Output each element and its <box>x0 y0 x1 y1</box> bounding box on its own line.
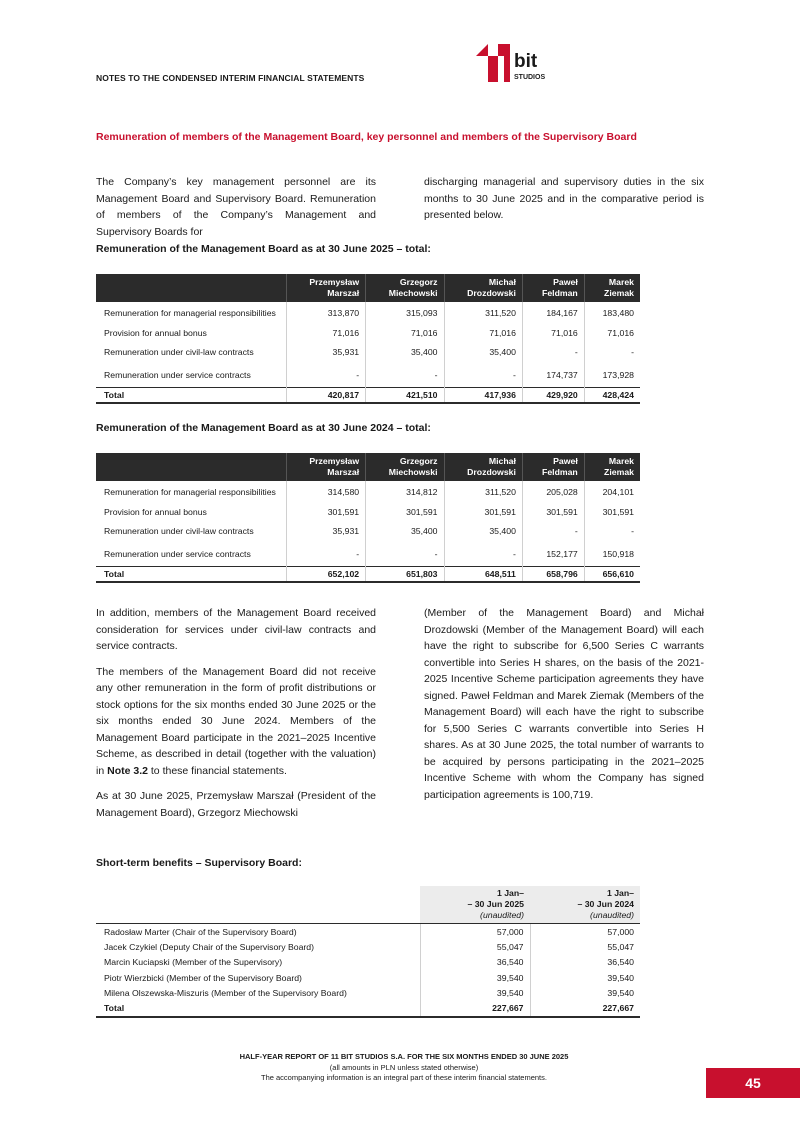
table-row: Remuneration under service contracts - - - 152,177 150,918 <box>96 543 640 566</box>
remuneration-table-2025 <box>96 274 640 404</box>
column-header: Michał Drozdowski <box>444 453 522 481</box>
column-header: Marek Ziemak <box>584 274 640 302</box>
page-number: 45 <box>706 1068 800 1098</box>
footer-disclaimer: The accompanying information is an integral part of these interim financial statements. <box>261 1073 547 1082</box>
column-header: 1 Jan– – 30 Jun 2025 (unaudited) <box>420 886 530 924</box>
column-header: Paweł Feldman <box>522 274 584 302</box>
intro-left: The Company’s key management personnel are its Management Board and Supervisory Board. Remuneration of members of the Company’s Management and Supervisory Boards for <box>96 176 376 238</box>
footer-report-title: HALF-YEAR REPORT OF 11 BIT STUDIOS S.A. FOR THE SIX MONTHS ENDED 30 JUNE 2025 <box>239 1052 569 1061</box>
paragraph: As at 30 June 2025, Przemysław Marszał (President of the Management Board), Grzegorz Miechowski <box>96 790 376 819</box>
table-row: Milena Olszewska-Miszuris (Member of the Supervisory Board) 39,540 39,540 <box>96 986 640 1002</box>
intro-right: discharging managerial and supervisory duties in the six months to 30 June 2025 and in the comparative period is presented below. <box>424 176 704 221</box>
svg-text:STUDIOS: STUDIOS <box>514 74 546 81</box>
column-header: Przemysław Marszał <box>286 453 366 481</box>
company-logo <box>474 42 558 86</box>
table-2025-heading: Remuneration of the Management Board as at 30 June 2025 – total: <box>96 243 431 255</box>
body-text <box>96 605 704 830</box>
table-row: Provision for annual bonus 301,591 301,591 301,591 301,591 301,591 <box>96 504 640 520</box>
header-blank <box>96 274 286 302</box>
table-row: Radosław Marter (Chair of the Supervisory Board) 57,000 57,000 <box>96 924 640 940</box>
table-row: Remuneration under service contracts - - - 174,737 173,928 <box>96 364 640 387</box>
column-header: Paweł Feldman <box>522 453 584 481</box>
table-row: Piotr Wierzbicki (Member of the Supervisory Board) 39,540 39,540 <box>96 970 640 986</box>
table-row: Provision for annual bonus 71,016 71,016 71,016 71,016 71,016 <box>96 325 640 341</box>
column-header: Grzegorz Miechowski <box>366 453 444 481</box>
table-row: Remuneration for managerial responsibilities 313,870 315,093 311,520 184,167 183,480 <box>96 302 640 325</box>
svg-text:bit: bit <box>514 51 538 72</box>
column-header: Grzegorz Miechowski <box>366 274 444 302</box>
table-row: Remuneration under civil-law contracts 35,931 35,400 35,400 - - <box>96 520 640 543</box>
table-2024-heading: Remuneration of the Management Board as at 30 June 2024 – total: <box>96 422 431 434</box>
header-blank <box>96 886 420 924</box>
section-title: Remuneration of members of the Management Board, key personnel and members of the Supervisory Board <box>96 131 637 143</box>
supervisory-benefits-table <box>96 886 640 1018</box>
page-header-title: NOTES TO THE CONDENSED INTERIM FINANCIAL STATEMENTS <box>96 73 365 83</box>
table-row: Jacek Czykiel (Deputy Chair of the Supervisory Board) 55,047 55,047 <box>96 939 640 955</box>
column-header: Michał Drozdowski <box>444 274 522 302</box>
column-header: Przemysław Marszał <box>286 274 366 302</box>
column-header: Marek Ziemak <box>584 453 640 481</box>
intro-paragraph <box>96 174 704 240</box>
table-row: Remuneration under civil-law contracts 35,931 35,400 35,400 - - <box>96 341 640 364</box>
table-total-row: Total 652,102 651,803 648,511 658,796 656,610 <box>96 566 640 582</box>
body-right-column <box>424 605 704 830</box>
page-footer <box>200 1052 608 1084</box>
table-row: Remuneration for managerial responsibilities 314,580 314,812 311,520 205,028 204,101 <box>96 481 640 504</box>
note-reference: Note 3.2 <box>107 764 148 777</box>
supervisory-heading: Short-term benefits – Supervisory Board: <box>96 857 302 869</box>
column-header: 1 Jan– – 30 Jun 2024 (unaudited) <box>530 886 640 924</box>
remuneration-table-2024 <box>96 453 640 583</box>
header-blank <box>96 453 286 481</box>
paragraph: In addition, members of the Management Board received consideration for services under civil-law contracts and service contracts. <box>96 607 376 652</box>
table-total-row: Total 227,667 227,667 <box>96 1001 640 1017</box>
footer-currency-note: (all amounts in PLN unless stated otherwise) <box>329 1062 479 1072</box>
paragraph: The members of the Management Board did not receive any other remuneration in the form of profit distributions or stock options for the six months ended 30 June 2025 or the six months ended 30 June 2024. Members of the Management Board participate in the 2021–2025 Incentive Scheme, as described in detail (together with the valuation) in Note 3.2 to these financial statements. <box>96 665 376 777</box>
paragraph: (Member of the Management Board) and Michał Drozdowski (Member of the Management Board) will each have the right to subscribe for 6,500 Series C warrants convertible into Series H shares, on the basis of the 2021-2025 Incentive Scheme participation agreements they have signed. Paweł Feldman and Marek Ziemak (Members of the Management Board) will each have the right to subscribe for 5,500 Series C warrants convertible into Series H shares. As at 30 June 2025, the total number of warrants to be acquired by persons participating in the 2021–2025 Incentive Scheme with whom the Company has signed participation agreements is 100,719. <box>424 607 704 801</box>
table-row: Marcin Kuciapski (Member of the Supervisory) 36,540 36,540 <box>96 955 640 971</box>
table-total-row: Total 420,817 421,510 417,936 429,920 428,424 <box>96 387 640 403</box>
logo-icon <box>474 42 558 86</box>
body-left-column <box>96 605 376 830</box>
